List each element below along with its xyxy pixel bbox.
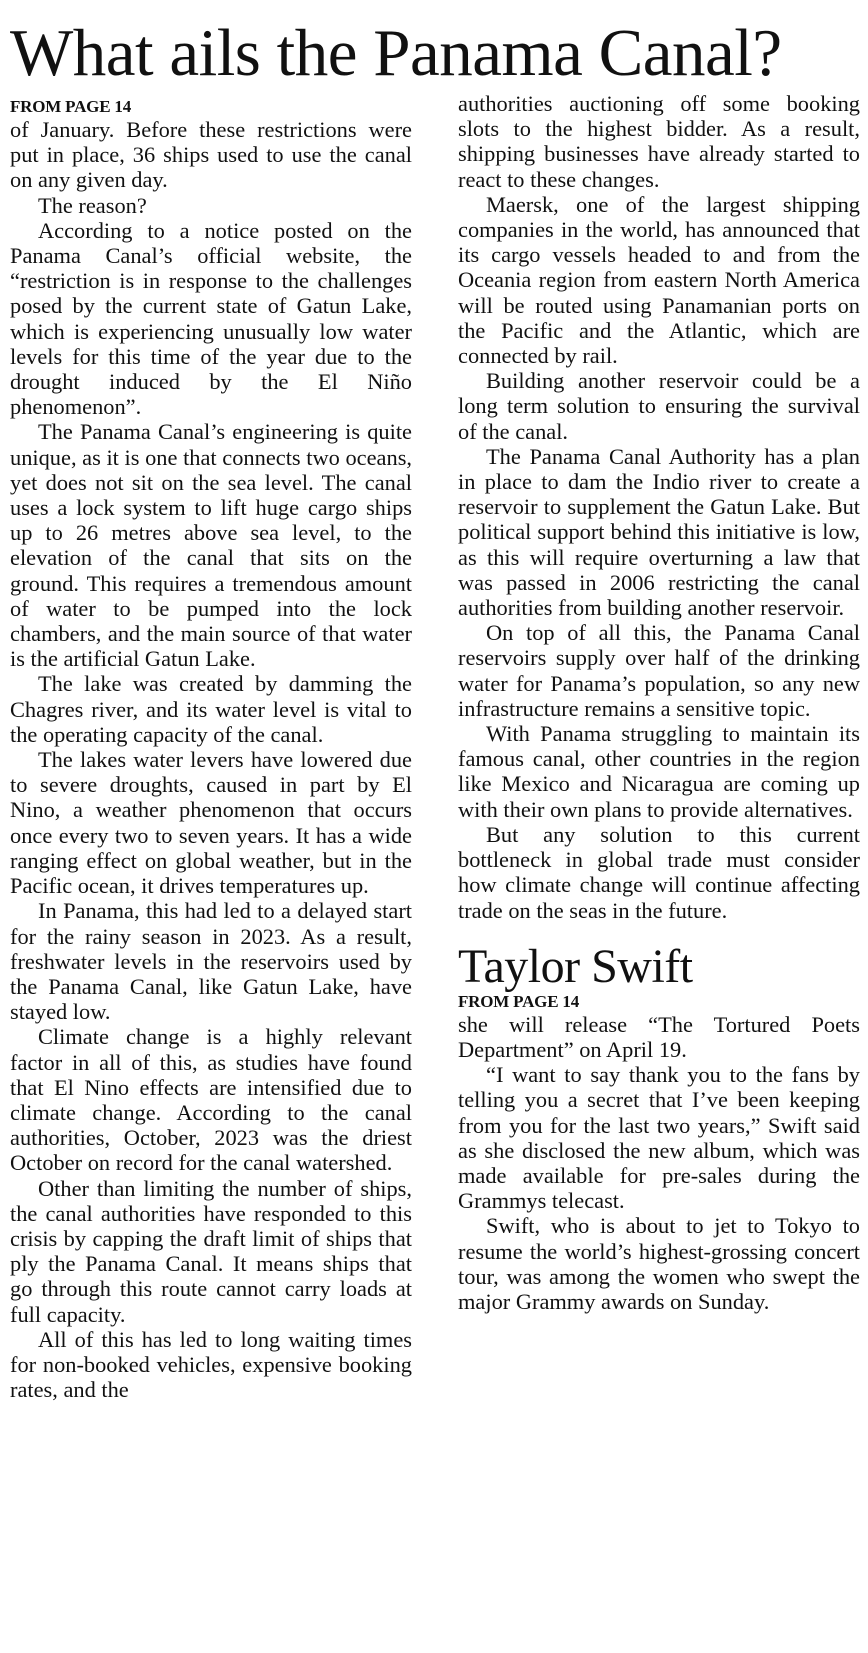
article-paragraph: With Panama struggling to maintain its famous canal, other countries in the region like Mexico and Nicaragua are coming up with their own plans to provide alternatives. bbox=[458, 721, 860, 822]
taylor-swift-headline: Taylor Swift bbox=[458, 939, 693, 993]
article-paragraph: “I want to say thank you to the fans by telling you a secret that I’ve been keeping from you for the last two years,” Swift said as she disclosed the new album, which was made available for pre-sales during the Grammys telecast. bbox=[458, 1062, 860, 1214]
article-paragraph: Other than limiting the number of ships, the canal authorities have responded to this crisis by capping the draft limit of ships that ply the Panama Canal. It means ships that go through this route cannot carry loads at full capacity. bbox=[10, 1175, 412, 1327]
article-paragraph: According to a notice posted on the Panama Canal’s official website, the “restriction is in response to the challenges posed by the current state of Gatun Lake, which is experiencing unusually low water levels for this time of the year due to the drought induced by the El Niño phenomenon”. bbox=[10, 217, 412, 420]
article-paragraph: authorities auctioning off some booking slots to the highest bidder. As a result, shipping businesses have already started to react to these changes. bbox=[458, 91, 860, 192]
right-column bbox=[458, 91, 860, 1402]
article-paragraph: But any solution to this current bottleneck in global trade must consider how climate change will continue affecting trade on the seas in the future. bbox=[458, 821, 860, 923]
article-paragraph: of January. Before these restrictions were put in place, 36 ships used to use the canal on any given day. bbox=[10, 117, 412, 193]
article-paragraph: Swift, who is about to jet to Tokyo to resume the world’s highest-grossing concert tour, was among the women who swept the major Grammy awards on Sunday. bbox=[458, 1213, 860, 1314]
left-column bbox=[10, 97, 412, 1402]
article-paragraph: The reason? bbox=[38, 192, 147, 218]
article-paragraph: Building another reservoir could be a long term solution to ensuring the survival of the canal. bbox=[458, 368, 860, 444]
continuation-label: FROM PAGE 14 bbox=[10, 97, 131, 116]
article-headline: What ails the Panama Canal? bbox=[10, 16, 782, 90]
article-paragraph: she will release “The Tortured Poets Department” on April 19. bbox=[458, 1011, 860, 1062]
article-paragraph: In Panama, this had led to a delayed start for the rainy season in 2023. As a result, freshwater levels in the reservoirs used by the Panama Canal, like Gatun Lake, have stayed low. bbox=[10, 898, 412, 1025]
article-paragraph: The Panama Canal Authority has a plan in place to dam the Indio river to create a reservoir to supplement the Gatun Lake. But political support behind this initiative is low, as this will require overturning a law that was passed in 2006 restricting the canal authorities from building another reservoir. bbox=[458, 443, 860, 621]
article-paragraph: Maersk, one of the largest shipping companies in the world, has announced that its cargo vessels headed to and from the Oceania region from eastern North America will be routed using Panamanian ports on the Pacific and the Atlantic, which are connected by rail. bbox=[458, 191, 860, 369]
article-paragraph: The lakes water levers have lowered due to severe droughts, caused in part by El Nino, a weather phenomenon that occurs once every two to seven years. It has a wide ranging effect on global weather, but in the Pacific ocean, it drives temperatures up. bbox=[10, 747, 412, 899]
article-paragraph: All of this has led to long waiting times for non-booked vehicles, expensive booking rates, and the bbox=[10, 1326, 412, 1403]
article-paragraph: Climate change is a highly relevant factor in all of this, as studies have found that El Nino effects are intensified due to climate change. According to the canal authorities, October, 2023 was the driest October on record for the canal watershed. bbox=[10, 1024, 412, 1176]
article-columns bbox=[10, 91, 860, 1403]
continuation-label: FROM PAGE 14 bbox=[458, 991, 579, 1011]
article-paragraph: The lake was created by damming the Chagres river, and its water level is vital to the operating capacity of the canal. bbox=[10, 671, 412, 747]
article-paragraph: The Panama Canal’s engineering is quite unique, as it is one that connects two oceans, yet does not sit on the sea level. The canal uses a lock system to lift huge cargo ships up to 26 metres above sea level, to the elevation of the canal that sits on the ground. This requires a tremendous amount of water to be pumped into the lock chambers, and the main source of that water is the artificial Gatun Lake. bbox=[10, 419, 412, 672]
article-paragraph: On top of all this, the Panama Canal reservoirs supply over half of the drinking water for Panama’s population, so any new infrastructure remains a sensitive topic. bbox=[458, 620, 860, 721]
